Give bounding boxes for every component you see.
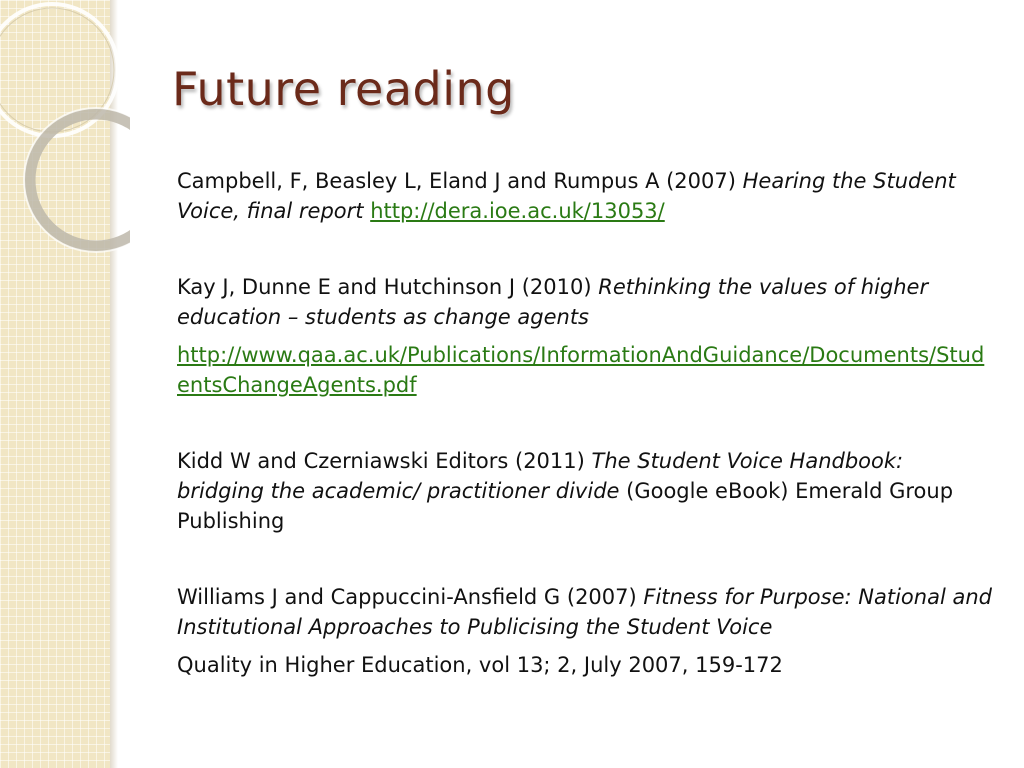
reference-url-line xyxy=(177,340,992,400)
slide-title: Future reading xyxy=(172,62,515,116)
reference-item xyxy=(177,166,992,226)
reference-title: Rethinking the values of higher education – students as change agents xyxy=(177,275,929,329)
spacer xyxy=(177,642,992,650)
reference-item xyxy=(177,272,992,332)
reference-authors: Kay J, Dunne E and Hutchinson J (2010) xyxy=(177,275,599,299)
reference-publisher: (Google eBook) Emerald Group Publishing xyxy=(177,479,954,533)
spacer xyxy=(177,226,992,272)
reference-authors: Campbell, F, Beasley L, Eland J and Rumpus A (2007) xyxy=(177,169,743,193)
reference-authors: Kidd W and Czerniawski Editors (2011) xyxy=(177,449,592,473)
reference-authors: Williams J and Cappuccini-Ansfield G (2007) xyxy=(177,585,644,609)
decor-ring-grey xyxy=(30,114,130,246)
spacer xyxy=(177,536,992,582)
spacer xyxy=(177,400,992,446)
reference-title: Hearing the Student Voice, final report xyxy=(177,169,956,223)
decorative-rings xyxy=(0,0,130,300)
reference-item xyxy=(177,446,992,536)
reference-link[interactable]: http://www.qaa.ac.uk/Publications/InformationAndGuidance/Documents/StudentsChangeAgents.pdf xyxy=(177,343,985,397)
reference-journal: Quality in Higher Education, vol 13; 2, July 2007, 159-172 xyxy=(177,653,783,677)
reference-title: The Student Voice Handbook: bridging the academic/ practitioner divide xyxy=(177,449,904,503)
spacer xyxy=(177,332,992,340)
reference-title: Fitness for Purpose: National and Institutional Approaches to Publicising the Student Voice xyxy=(177,585,992,639)
reference-item xyxy=(177,582,992,642)
reference-link[interactable]: http://dera.ioe.ac.uk/13053/ xyxy=(370,199,665,223)
reference-list xyxy=(177,166,992,680)
